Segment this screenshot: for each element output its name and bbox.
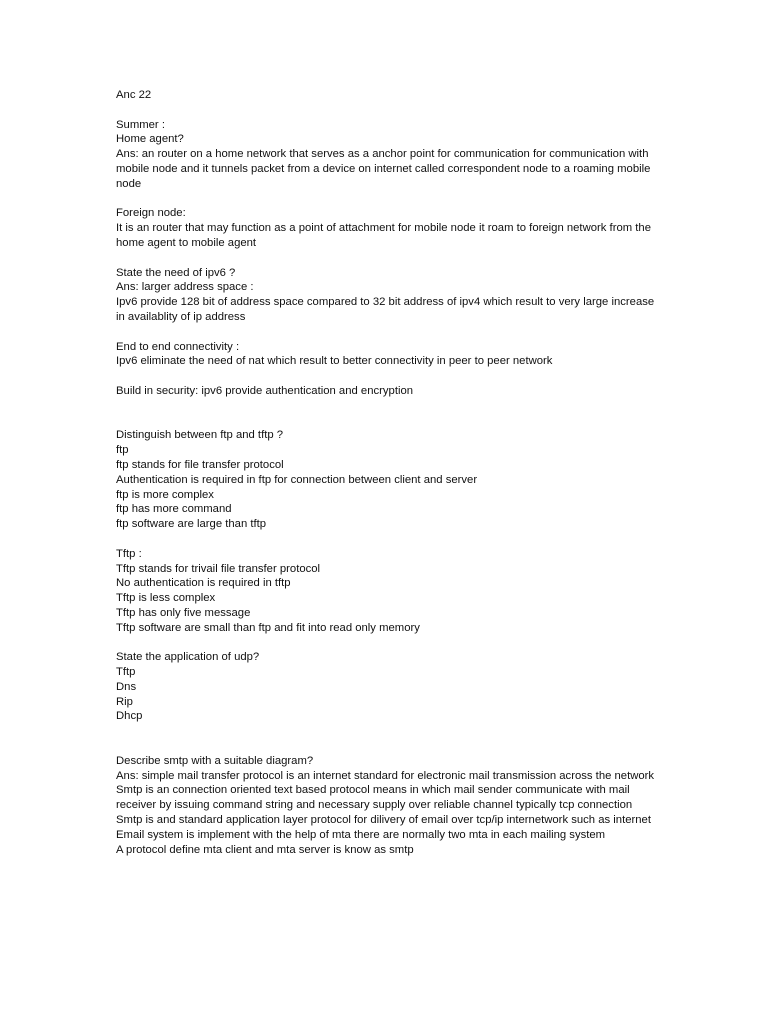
spacer — [116, 724, 661, 754]
ftp-line: ftp stands for file transfer protocol — [116, 458, 284, 471]
summer-label: Summer : — [116, 118, 165, 131]
spacer — [116, 103, 661, 118]
spacer — [116, 635, 661, 650]
question-ipv6: State the need of ipv6 ? — [116, 266, 236, 279]
answer-foreign-node: It is an router that may function as a point of attachment for mobile node it roam to foreign network from the home agent to mobile agent — [116, 222, 651, 249]
answer-home-agent: Ans: an router on a home network that serves as a anchor point for communication for communication with mobile node and it tunnels packet from a device on internet called correspondent node to a roaming mobile node — [116, 148, 651, 190]
ftp-line: ftp — [116, 444, 129, 457]
tftp-line: Tftp has only five message — [116, 606, 251, 619]
smtp-line: A protocol define mta client and mta server is know as smtp — [116, 843, 414, 856]
spacer — [116, 532, 661, 547]
udp-application: Rip — [116, 695, 133, 708]
ftp-line: Authentication is required in ftp for connection between client and server — [116, 473, 478, 486]
spacer — [116, 399, 661, 429]
ftp-line: ftp is more complex — [116, 488, 214, 501]
spacer — [116, 251, 661, 266]
answer-ipv6-line: Ipv6 eliminate the need of nat which result to better connectivity in peer to peer network — [116, 355, 553, 368]
tftp-line: No authentication is required in tftp — [116, 577, 291, 590]
smtp-line: Email system is implement with the help of mta there are normally two mta in each mailing system — [116, 828, 606, 841]
tftp-line: Tftp stands for trivail file transfer protocol — [116, 562, 321, 575]
spacer — [116, 192, 661, 207]
smtp-line: Smtp is an connection oriented text based protocol means in which mail sender communicate with mail receiver by issuing command string and necessary supply over reliable channel typically tcp connection — [116, 784, 633, 812]
ftp-line: ftp software are large than tftp — [116, 518, 267, 531]
spacer — [116, 325, 661, 340]
tftp-line: Tftp : — [116, 547, 142, 560]
question-udp: State the application of udp? — [116, 651, 260, 664]
ftp-line: ftp has more command — [116, 503, 232, 516]
tftp-line: Tftp is less complex — [116, 592, 216, 605]
smtp-line: Ans: simple mail transfer protocol is an internet standard for electronic mail transmission across the network — [116, 769, 655, 782]
question-smtp: Describe smtp with a suitable diagram? — [116, 754, 314, 767]
answer-ipv6-line: Ans: larger address space : — [116, 281, 254, 294]
document-page — [116, 88, 661, 857]
doc-title: Anc 22 — [116, 89, 152, 101]
udp-application: Tftp — [116, 666, 136, 679]
answer-ipv6-line: Ipv6 provide 128 bit of address space compared to 32 bit address of ipv4 which result to very large increase in availablity of ip address — [116, 296, 655, 323]
udp-application: Dhcp — [116, 710, 143, 723]
answer-ipv6-line: End to end connectivity : — [116, 340, 240, 353]
question-ftp: Distinguish between ftp and tftp ? — [116, 429, 284, 442]
spacer — [116, 369, 661, 384]
question-foreign-node: Foreign node: — [116, 207, 186, 220]
udp-application: Dns — [116, 680, 137, 693]
question-home-agent: Home agent? — [116, 133, 184, 146]
tftp-line: Tftp software are small than ftp and fit into read only memory — [116, 621, 420, 634]
smtp-line: Smtp is and standard application layer protocol for dilivery of email over tcp/ip internetwork such as internet — [116, 814, 651, 827]
answer-ipv6-line: Build in security: ipv6 provide authentication and encryption — [116, 384, 414, 397]
